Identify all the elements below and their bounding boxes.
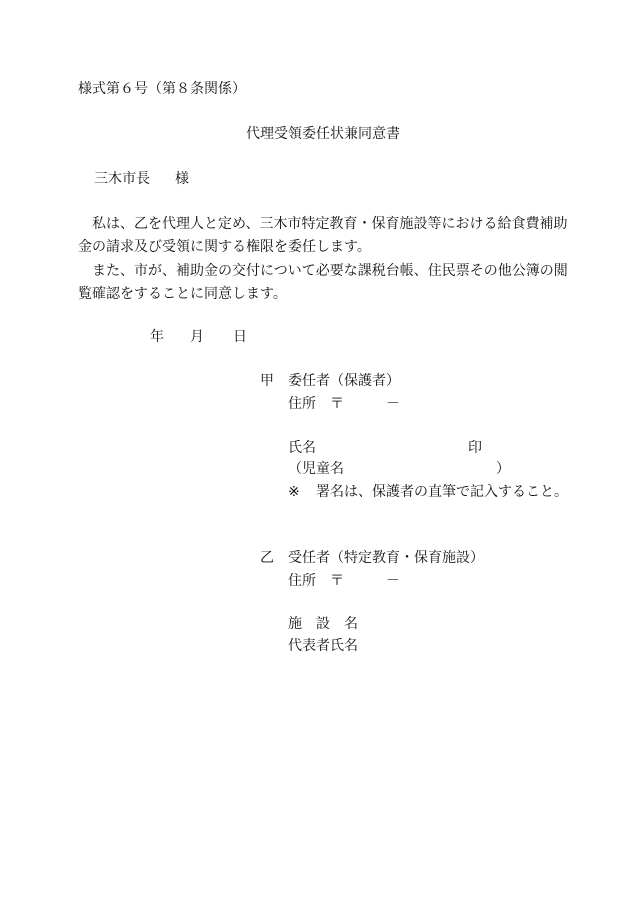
party-b-address-label: 住所 [288,573,316,589]
addressee-honorific: 様 [175,171,189,187]
party-a-child-name-open: （児童名 [288,461,344,477]
body-paragraph-2-line-1: また、市が、補助金の交付について必要な課税台帳、住民票その他公簿の閲 [78,263,568,279]
party-a-role: 委任者（保護者） [288,373,400,389]
party-b-postal-dash: － [386,573,400,589]
date-month: 月 [190,329,204,345]
document-title: 代理受領委任状兼同意書 [246,126,400,142]
party-a-name-label: 氏名 [288,440,316,456]
party-b-role: 受任者（特定教育・保育施設） [288,550,484,566]
body-paragraph-1-line-1: 私は、乙を代理人と定め、三木市特定教育・保育施設等における給食費補助 [78,216,568,232]
party-a-seal: 印 [468,440,482,456]
date-day: 日 [233,329,247,345]
party-b-postal-mark: 〒 [330,573,344,589]
party-b-representative-label: 代表者氏名 [288,638,358,654]
body-paragraph-1-line-2: 金の請求及び受領に関する権限を委任します。 [78,239,371,255]
party-b-mark: 乙 [260,550,274,566]
form-number: 様式第６号（第８条関係） [78,81,246,97]
party-a-address-label: 住所 [288,396,316,412]
party-a-mark: 甲 [260,373,274,389]
party-a-postal-mark: 〒 [330,396,344,412]
party-b-facility-label: 施 設 名 [288,616,358,632]
party-a-note-text: 署名は、保護者の直筆で記入すること。 [316,484,568,500]
addressee-name: 三木市長 [94,171,150,187]
body-paragraph-2-line-2: 覧確認をすることに同意します。 [78,286,287,302]
party-a-postal-dash: － [386,396,400,412]
date-year: 年 [150,329,164,345]
party-a-child-name-close: ） [496,461,510,477]
party-a-note-mark: ※ [288,484,300,500]
